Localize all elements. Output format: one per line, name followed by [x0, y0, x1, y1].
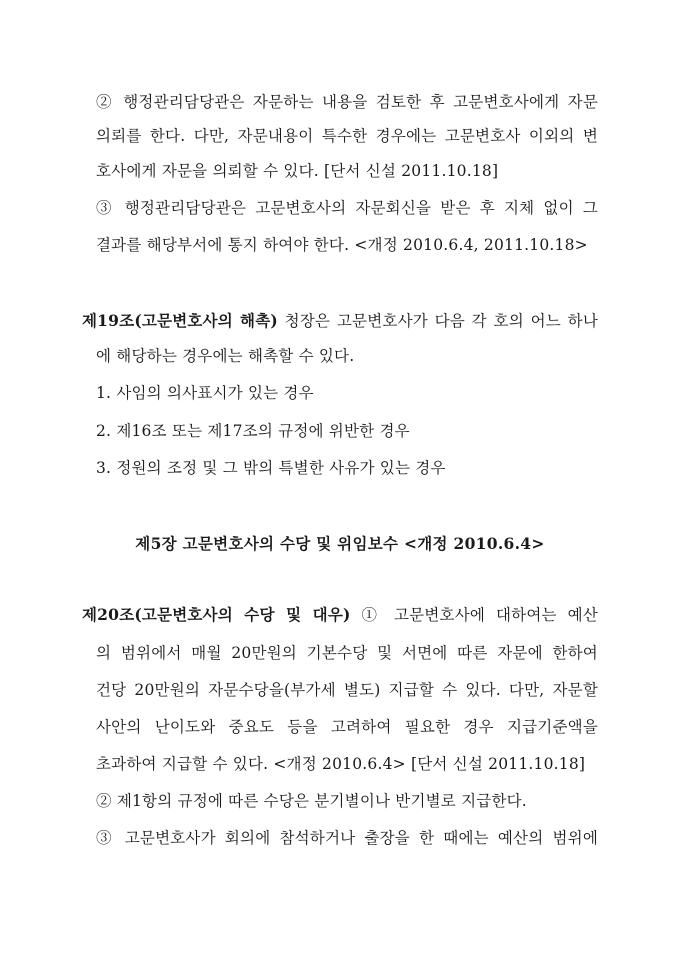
art19-line2: 에 해당하는 경우에는 해촉할 수 있다. [96, 347, 355, 365]
art18-para2-line1: ② 행정관리담당관은 자문하는 내용을 검토한 후 고문변호사에게 자문 [96, 93, 598, 111]
art19-item-2: 2. 제16조 또는 제17조의 규정에 위반한 경우 [96, 422, 410, 440]
art19-line1-text: 청장은 고문변호사가 다음 각 호의 어느 하나 [277, 312, 598, 330]
art19-item-3: 3. 정원의 조정 및 그 밖의 특별한 사유가 있는 경우 [96, 459, 446, 477]
art20-line1 [82, 605, 598, 625]
art18-para2-line2: 의뢰를 한다. 다만, 자문내용이 특수한 경우에는 고문변호사 이외의 변 [96, 127, 598, 145]
art20-line1-text: ① 고문변호사에 대하여는 예산 [350, 606, 598, 624]
art20-line2: 의 범위에서 매월 20만원의 기본수당 및 서면에 따른 자문에 한하여 [96, 644, 598, 662]
art20-para3-line1: ③ 고문변호사가 회의에 참석하거나 출장을 한 때에는 예산의 범위에 [96, 829, 598, 847]
art18-para3-line1: ③ 행정관리담당관은 고문변호사의 자문회신을 받은 후 지체 없이 그 [96, 199, 598, 217]
art18-para3-line2: 결과를 해당부서에 통지 하여야 한다. <개정 2010.6.4, 2011.10.18> [96, 236, 588, 254]
art19-line1 [82, 311, 598, 331]
art20-line3: 건당 20만원의 자문수당을(부가세 별도) 지급할 수 있다. 다만, 자문할 [96, 681, 598, 699]
chapter5-heading: 제5장 고문변호사의 수당 및 위임보수 <개정 2010.6.4> [135, 534, 545, 553]
art20-para2: ② 제1항의 규정에 따른 수당은 분기별이나 반기별로 지급한다. [96, 792, 527, 810]
art19-title: 제19조(고문변호사의 해촉) [82, 311, 278, 330]
art18-para2-line3: 호사에게 자문을 의뢰할 수 있다. [단서 신설 2011.10.18] [96, 162, 499, 180]
art19-item-1: 1. 사임의 의사표시가 있는 경우 [96, 384, 314, 402]
art20-line5: 초과하여 지급할 수 있다. <개정 2010.6.4> [단서 신설 2011.10.18] [96, 755, 586, 773]
art20-line4: 사안의 난이도와 중요도 등을 고려하여 필요한 경우 지급기준액을 [96, 718, 598, 736]
art20-title: 제20조(고문변호사의 수당 및 대우) [82, 605, 351, 624]
